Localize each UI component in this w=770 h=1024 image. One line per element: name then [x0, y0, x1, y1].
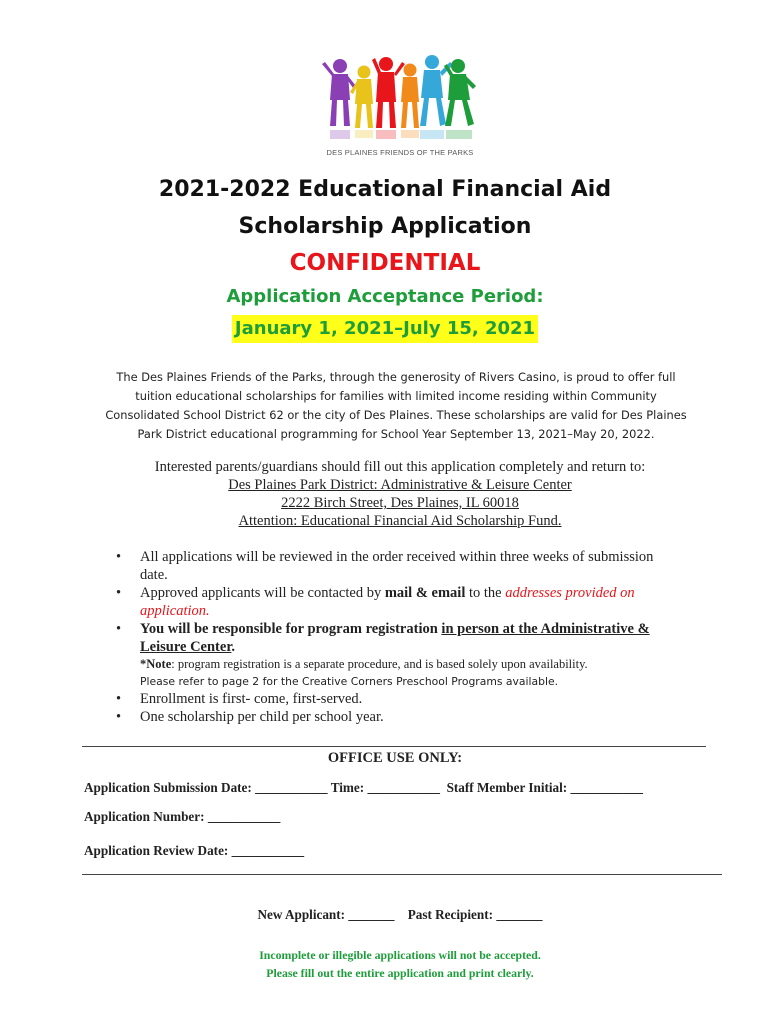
application-number-field[interactable]: Application Number: ___________: [84, 809, 281, 824]
office-use-title: OFFICE USE ONLY:: [327, 750, 463, 766]
divider: [82, 746, 706, 747]
list-item-text: You will be responsible for program registration in person at the Administrative &: [140, 621, 650, 637]
bullet-icon: •: [116, 691, 122, 707]
emphasis-text: mail & email: [384, 585, 466, 601]
list-item-text: All applications will be reviewed in the order received within three weeks of submission: [140, 549, 654, 565]
footer-warning: Incomplete or illegible applications will not be accepted.: [259, 948, 541, 962]
friends-of-the-parks-logo: [320, 52, 480, 162]
bullet-icon: •: [116, 709, 122, 725]
intro-paragraph: [96, 368, 696, 444]
list-item: [116, 620, 676, 656]
list-item: [116, 708, 676, 726]
divider: [82, 874, 722, 875]
bullet-icon: •: [116, 549, 122, 565]
list-item-text: Approved applicants will be contacted by mail & email to the addresses provided on: [140, 585, 635, 601]
list-item-text: Enrollment is first- come, first-served.: [140, 691, 363, 707]
submission-date-field[interactable]: Application Submission Date: ___________ Time: ___________ Staff Member Initial: ___________: [84, 780, 644, 795]
return-instruction: Interested parents/guardians should fill out this application completely and return to:: [154, 459, 646, 475]
list-item: [116, 690, 676, 708]
bullet-icon: •: [116, 585, 122, 601]
review-date-field[interactable]: Application Review Date: ___________: [84, 843, 305, 858]
acceptance-period-dates: January 1, 2021–July 15, 2021: [232, 315, 538, 343]
list-item-text: Leisure Center.: [140, 639, 236, 655]
list-item-text: date.: [140, 567, 168, 583]
intro-line: Consolidated School District 62 or the city of Des Plaines. These scholarships are valid for Des Plaines: [105, 408, 687, 422]
applicant-status-field[interactable]: New Applicant: _______ Past Recipient: _______: [257, 907, 543, 922]
emphasis-text: in person at the Administrative &: [441, 621, 650, 637]
confidential-label: CONFIDENTIAL: [289, 250, 481, 276]
list-item-text: One scholarship per child per school year.: [140, 709, 384, 725]
return-address-block: [100, 458, 700, 530]
acceptance-period-dates-row: [0, 315, 770, 343]
bullet-icon: •: [116, 621, 122, 637]
intro-line: tuition educational scholarships for families with limited income residing within Community: [135, 389, 657, 403]
children-figures-icon: [320, 52, 480, 144]
note-line: Please refer to page 2 for the Creative Corners Preschool Programs available.: [140, 675, 559, 688]
return-address: 2222 Birch Street, Des Plaines, IL 60018: [281, 495, 519, 511]
title-line-2: Scholarship Application: [238, 214, 532, 239]
title-line-1: 2021-2022 Educational Financial Aid: [158, 177, 612, 202]
footer-instruction: Please fill out the entire application and print clearly.: [266, 966, 534, 980]
acceptance-period-label: Application Acceptance Period:: [226, 286, 544, 307]
intro-line: Park District educational programming for School Year September 13, 2021–May 20, 2022.: [137, 427, 655, 441]
intro-line: The Des Plaines Friends of the Parks, through the generosity of Rivers Casino, is proud to offer full: [116, 370, 676, 384]
list-item: [116, 548, 676, 584]
list-item: [116, 584, 676, 620]
highlight-text: addresses provided on: [505, 585, 635, 601]
highlight-text: application.: [140, 603, 210, 619]
return-office: Des Plaines Park District: Administrative & Leisure Center: [228, 477, 572, 493]
note-line: *Note: program registration is a separate procedure, and is based solely upon availability.: [140, 657, 588, 671]
return-attention: Attention: Educational Financial Aid Scholarship Fund.: [238, 513, 562, 529]
rules-list: [116, 548, 676, 726]
logo-caption: DES PLAINES FRIENDS OF THE PARKS: [326, 148, 474, 157]
